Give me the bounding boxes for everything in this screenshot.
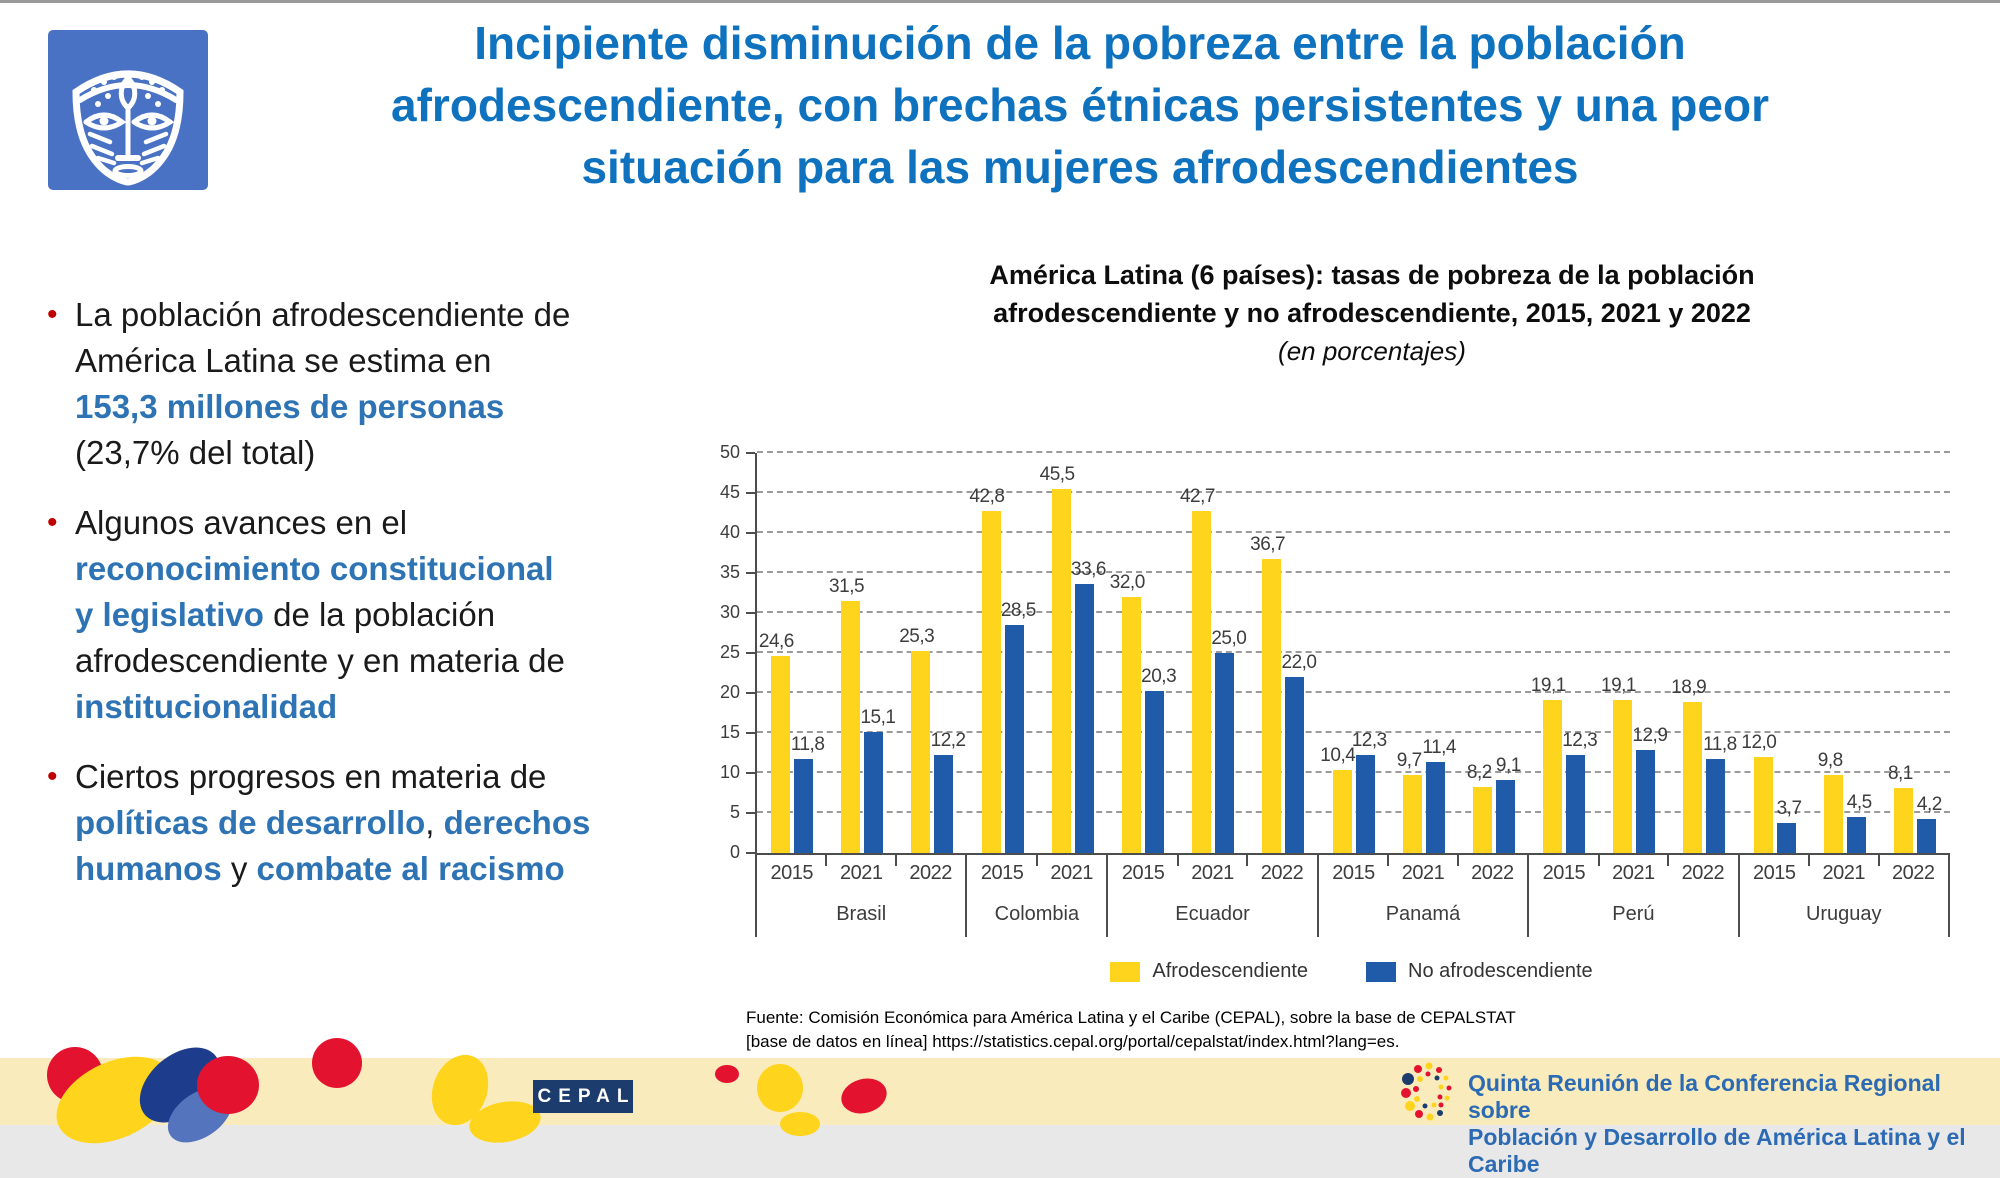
- year-bar-pair: [1669, 453, 1739, 853]
- bullet-item-1: [44, 292, 734, 476]
- plain-text: afrodescendiente y en materia de: [75, 642, 565, 679]
- bar-value-label: 9,7: [1396, 750, 1422, 772]
- y-axis-label: 30: [719, 602, 740, 622]
- y-axis-label: 5: [729, 802, 740, 822]
- bar-value-label: 19,1: [1601, 675, 1636, 697]
- source-line1: Fuente: Comisión Económica para América Latina y el Caribe (CEPAL), sobre la base de CEPALSTAT: [746, 1008, 1516, 1027]
- year-bar-pair: [827, 453, 897, 853]
- y-axis-label: 25: [719, 642, 740, 662]
- year-bar-pair: [757, 453, 827, 853]
- year-label: [896, 855, 965, 891]
- year-label-text: 2021: [1050, 861, 1093, 884]
- bar-afrodescendiente: [1179, 486, 1215, 853]
- bar-no-afrodescendiente: [1422, 736, 1456, 853]
- bullet-text-line: [75, 800, 590, 846]
- bar-no-afrodescendiente: [1632, 724, 1668, 853]
- year-bar-pair: [1529, 453, 1599, 853]
- bar-afrodescendiente: [1741, 732, 1777, 853]
- country-label: Perú: [1612, 902, 1655, 925]
- year-label: [826, 855, 895, 891]
- year-label: [1879, 855, 1948, 891]
- bar-value-label: 25,3: [899, 625, 935, 647]
- year-divider-tick: [1036, 855, 1038, 866]
- bar-value-label: 36,7: [1250, 534, 1286, 556]
- bar-no-afrodescendiente: [1211, 628, 1247, 853]
- bar-value-label: 28,5: [1000, 600, 1036, 621]
- bullet-item-3: [44, 754, 734, 892]
- year-label-text: 2015: [1121, 861, 1165, 884]
- plain-text: de la población: [263, 596, 496, 633]
- bar-afrodescendiente: [1817, 749, 1843, 853]
- chart-title-line2: afrodescendiente y no afrodescendiente, 2015, 2021 y 2022: [993, 298, 1751, 328]
- year-bar-pair: [1880, 453, 1950, 853]
- bullet-text-line: [75, 684, 565, 730]
- country-group-colombia: [968, 453, 1108, 853]
- x-axis-country-cell: [757, 855, 967, 937]
- y-axis-label: 35: [719, 562, 740, 582]
- y-axis-tick: [746, 572, 755, 574]
- bar-afrodescendiente: [1250, 534, 1286, 853]
- chart-legend: [755, 960, 1948, 983]
- emphasized-text: y legislativo: [75, 596, 264, 633]
- chart-subtitle: (en porcentajes): [1278, 336, 1466, 366]
- year-label: [1037, 855, 1106, 891]
- country-group-panamá: [1318, 453, 1529, 853]
- year-divider-tick: [1667, 855, 1669, 866]
- country-label: Brasil: [836, 902, 887, 925]
- bar-value-label: 12,3: [1562, 729, 1598, 751]
- year-label-text: 2022: [1681, 861, 1725, 884]
- country-label: Colombia: [994, 902, 1080, 925]
- bar-afrodescendiente: [1396, 750, 1422, 853]
- bar-value-label: 45,5: [1039, 464, 1075, 485]
- bullet-text-line: [75, 338, 570, 384]
- year-label-text: 2022: [1891, 861, 1935, 884]
- year-label: [1529, 855, 1598, 891]
- year-bar-pair: [1318, 453, 1388, 853]
- year-label-text: 2015: [770, 861, 813, 884]
- bar-value-label: 18,9: [1671, 676, 1707, 698]
- bar-value-label: 19,1: [1530, 675, 1566, 697]
- page-title-line3: situación para las mujeres afrodescendientes: [581, 141, 1579, 193]
- source-note: [746, 1006, 1516, 1054]
- x-axis-country-cell: [967, 855, 1108, 937]
- bar-value-label: 12,2: [930, 730, 966, 752]
- bar-value-label: 22,0: [1281, 652, 1317, 673]
- plain-text: Algunos avances en el: [75, 504, 408, 541]
- legend-label: Afrodescendiente: [1152, 960, 1309, 982]
- y-axis-label: 10: [719, 762, 740, 782]
- chart-plot: [755, 453, 1950, 855]
- footer-band: [0, 1058, 2000, 1177]
- legend-item-no-afrodescendiente: [1366, 960, 1593, 983]
- year-label: [1809, 855, 1878, 891]
- x-axis-country-cell: [1319, 855, 1529, 937]
- year-bar-pair: [897, 453, 967, 853]
- emphasized-text: 153,3 millones de personas: [75, 388, 505, 425]
- bullet-text-line: [75, 846, 590, 892]
- x-axis-country-cell: [1529, 855, 1739, 937]
- bar-afrodescendiente: [758, 631, 794, 853]
- bullet-text: [75, 754, 590, 892]
- legend-swatch-blue: [1366, 962, 1396, 982]
- legend-label: No afrodescendiente: [1408, 960, 1593, 982]
- country-label: Ecuador: [1175, 902, 1250, 925]
- bar-afrodescendiente: [899, 625, 935, 853]
- bar-value-label: 31,5: [829, 576, 865, 597]
- year-bar-pair: [1599, 453, 1669, 853]
- bar-no-afrodescendiente: [1141, 665, 1177, 853]
- y-axis-tick: [746, 652, 755, 654]
- y-axis-label: 45: [719, 482, 740, 502]
- page-title-line2: afrodescendiente, con brechas étnicas persistentes y una peor: [391, 79, 1769, 131]
- y-axis-label: 15: [719, 722, 740, 742]
- bar-no-afrodescendiente: [1351, 729, 1387, 853]
- bar-afrodescendiente: [1601, 675, 1636, 853]
- x-axis-country-cell: [1108, 855, 1318, 937]
- bar-no-afrodescendiente: [930, 730, 966, 853]
- year-bar-pair: [1038, 453, 1108, 853]
- country-group-brasil: [757, 453, 968, 853]
- year-divider-tick: [825, 855, 827, 866]
- year-label-text: 2021: [1822, 861, 1866, 884]
- emphasized-text: derechos: [443, 804, 591, 841]
- bullet-text-line: [75, 500, 565, 546]
- bar-value-label: 9,8: [1817, 749, 1843, 771]
- y-axis-tick: [746, 772, 755, 774]
- year-divider-tick: [1246, 855, 1248, 866]
- year-label: [1599, 855, 1668, 891]
- y-axis-label: 20: [719, 682, 740, 702]
- bullet-text-line: [75, 430, 570, 476]
- year-label-text: 2015: [1542, 861, 1586, 884]
- bar-value-label: 42,8: [969, 485, 1005, 507]
- chart-title-line1: América Latina (6 países): tasas de pobreza de la población: [989, 260, 1755, 290]
- y-axis-tick: [746, 532, 755, 534]
- year-bar-pair: [1248, 453, 1318, 853]
- bullet-marker: •: [47, 506, 58, 539]
- year-label-row: [1319, 855, 1527, 891]
- year-bar-pair: [1459, 453, 1529, 853]
- year-label: [757, 855, 826, 891]
- chart-x-axis: [755, 855, 1950, 937]
- plain-text: América Latina se estima en: [75, 342, 492, 379]
- year-label-row: [967, 855, 1106, 891]
- year-label: [1388, 855, 1457, 891]
- bar-no-afrodescendiente: [1495, 755, 1521, 853]
- year-label-text: 2021: [1401, 861, 1445, 884]
- y-axis-label: 0: [729, 842, 740, 862]
- y-axis-label: 50: [719, 442, 740, 462]
- year-divider-tick: [1808, 855, 1810, 866]
- year-label: [1319, 855, 1388, 891]
- bar-value-label: 9,1: [1495, 755, 1521, 777]
- y-axis-tick: [746, 452, 755, 454]
- chart-title: [752, 256, 1992, 370]
- bar-groups: [757, 453, 1950, 853]
- year-label-row: [1108, 855, 1316, 891]
- year-bar-pair: [968, 453, 1038, 853]
- bullet-text-line: [75, 546, 565, 592]
- legend-item-afrodescendiente: [1110, 960, 1308, 983]
- bar-no-afrodescendiente: [1562, 729, 1598, 853]
- country-label: Uruguay: [1805, 902, 1882, 925]
- bar-value-label: 12,9: [1632, 724, 1668, 746]
- cepal-logo: CEPAL: [533, 1080, 633, 1113]
- bar-no-afrodescendiente: [790, 733, 825, 853]
- y-axis-label: 40: [719, 522, 740, 542]
- bullet-text: [75, 500, 565, 730]
- country-group-uruguay: [1739, 453, 1950, 853]
- bullet-item-2: [44, 500, 734, 730]
- y-axis-tick: [746, 692, 755, 694]
- bullet-text-line: [75, 592, 565, 638]
- plain-text: (23,7% del total): [75, 434, 316, 471]
- conference-title: [1468, 1070, 2000, 1178]
- year-label: [967, 855, 1036, 891]
- bar-no-afrodescendiente: [1071, 559, 1107, 853]
- bar-value-label: 15,1: [860, 707, 896, 729]
- year-label-text: 2021: [1612, 861, 1655, 884]
- bar-value-label: 3,7: [1776, 798, 1802, 820]
- bar-value-label: 32,0: [1109, 572, 1145, 593]
- year-label-text: 2022: [909, 861, 952, 884]
- year-label-row: [1740, 855, 1948, 891]
- year-bar-pair: [1178, 453, 1248, 853]
- bar-value-label: 4,5: [1846, 792, 1872, 813]
- plain-text: ,: [425, 804, 444, 841]
- year-label: [1740, 855, 1809, 891]
- bar-afrodescendiente: [969, 485, 1005, 853]
- y-axis-tick: [746, 812, 755, 814]
- bar-no-afrodescendiente: [860, 707, 896, 853]
- bullet-text-line: [75, 384, 570, 430]
- year-label-text: 2015: [1753, 861, 1796, 884]
- year-divider-tick: [1598, 855, 1600, 866]
- emphasized-text: políticas de desarrollo: [75, 804, 426, 841]
- bullet-marker: •: [47, 760, 58, 793]
- bullet-marker: •: [47, 298, 58, 331]
- bullet-text-line: [75, 292, 570, 338]
- year-label-text: 2021: [1191, 861, 1234, 884]
- bar-afrodescendiente: [829, 576, 865, 853]
- emphasized-text: institucionalidad: [75, 688, 338, 725]
- country-label: Panamá: [1385, 902, 1461, 925]
- bar-value-label: 10,4: [1320, 744, 1356, 766]
- y-axis-tick: [746, 732, 755, 734]
- bullet-text-line: [75, 754, 590, 800]
- bar-afrodescendiente: [1887, 763, 1913, 853]
- year-label: [1668, 855, 1737, 891]
- bar-value-label: 11,8: [1703, 733, 1737, 755]
- page-title-line1: Incipiente disminución de la pobreza entre la población: [474, 17, 1686, 69]
- year-divider-tick: [1177, 855, 1179, 866]
- bar-no-afrodescendiente: [1000, 600, 1036, 853]
- bar-value-label: 8,2: [1466, 762, 1492, 784]
- emphasized-text: reconocimiento constitucional: [75, 550, 554, 587]
- year-label-text: 2022: [1471, 861, 1514, 884]
- year-label: [1458, 855, 1527, 891]
- legend-swatch-yellow: [1110, 962, 1140, 982]
- year-label-text: 2022: [1260, 861, 1304, 884]
- year-label-text: 2015: [1332, 861, 1375, 884]
- conference-title-line2: Población y Desarrollo de América Latina y el Caribe: [1468, 1124, 1966, 1177]
- bullet-list: [44, 292, 734, 916]
- year-label: [1247, 855, 1316, 891]
- bar-value-label: 20,3: [1141, 665, 1177, 687]
- bullet-text-line: [75, 638, 565, 684]
- year-divider-tick: [1878, 855, 1880, 866]
- bar-no-afrodescendiente: [1281, 652, 1317, 853]
- emphasized-text: combate al racismo: [256, 850, 565, 887]
- year-label: [1178, 855, 1247, 891]
- bar-afrodescendiente: [1671, 676, 1707, 853]
- bar-value-label: 8,1: [1887, 763, 1913, 785]
- year-bar-pair: [1739, 453, 1809, 853]
- slide-top-border: [0, 0, 2000, 3]
- bar-no-afrodescendiente: [1916, 794, 1942, 853]
- year-divider-tick: [895, 855, 897, 866]
- bar-value-label: 12,0: [1741, 732, 1777, 753]
- country-group-perú: [1529, 453, 1740, 853]
- bar-value-label: 12,3: [1351, 729, 1387, 751]
- bar-no-afrodescendiente: [1846, 792, 1872, 853]
- bar-afrodescendiente: [1466, 762, 1492, 853]
- year-bar-pair: [1389, 453, 1459, 853]
- year-label-row: [1529, 855, 1737, 891]
- plain-text: Ciertos progresos en materia de: [75, 758, 547, 795]
- bar-no-afrodescendiente: [1703, 733, 1737, 853]
- bar-value-label: 11,8: [790, 733, 825, 755]
- y-axis-tick: [746, 492, 755, 494]
- bar-afrodescendiente: [1109, 572, 1145, 853]
- plain-text: y: [221, 850, 257, 887]
- conference-dots-logo: [1398, 1061, 1456, 1123]
- year-label-row: [757, 855, 965, 891]
- bar-afrodescendiente: [1530, 675, 1566, 853]
- conference-title-line1: Quinta Reunión de la Conferencia Regional sobre: [1468, 1070, 1941, 1123]
- year-label: [1108, 855, 1177, 891]
- country-group-ecuador: [1108, 453, 1319, 853]
- emphasized-text: humanos: [75, 850, 222, 887]
- year-bar-pair: [1108, 453, 1178, 853]
- bar-afrodescendiente: [1320, 744, 1356, 853]
- bar-no-afrodescendiente: [1776, 798, 1802, 853]
- y-axis-tick: [746, 852, 755, 854]
- year-divider-tick: [1457, 855, 1459, 866]
- x-axis-country-cell: [1740, 855, 1950, 937]
- bar-value-label: 33,6: [1071, 559, 1107, 581]
- bullet-text: [75, 292, 570, 476]
- year-label-text: 2015: [980, 861, 1024, 884]
- page-title: [180, 12, 1980, 198]
- year-divider-tick: [1387, 855, 1389, 866]
- bar-afrodescendiente: [1039, 464, 1075, 853]
- bar-value-label: 11,4: [1422, 736, 1456, 758]
- year-label-text: 2021: [839, 861, 883, 884]
- y-axis-tick: [746, 612, 755, 614]
- bar-value-label: 4,2: [1916, 794, 1942, 816]
- year-bar-pair: [1810, 453, 1880, 853]
- source-line2: [base de datos en línea] https://statistics.cepal.org/portal/cepalstat/index.html?lang=es.: [746, 1032, 1400, 1051]
- bar-value-label: 42,7: [1179, 486, 1215, 508]
- bar-value-label: 24,6: [758, 631, 794, 653]
- plain-text: La población afrodescendiente de: [75, 296, 571, 333]
- bar-value-label: 25,0: [1211, 628, 1247, 649]
